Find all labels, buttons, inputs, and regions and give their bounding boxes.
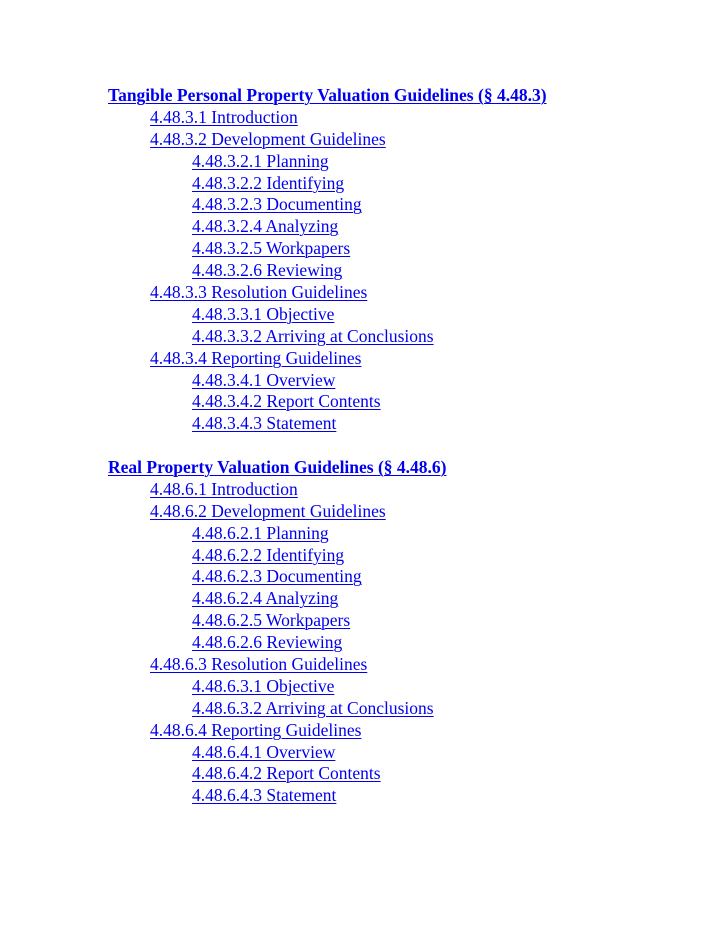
toc-link[interactable]: 4.48.6.2.6 Reviewing xyxy=(192,632,343,653)
toc-entry xyxy=(108,742,688,764)
toc-link[interactable]: 4.48.6.2.2 Identifying xyxy=(192,544,345,565)
toc-link[interactable]: 4.48.3.1 Introduction xyxy=(150,106,298,127)
toc-entry xyxy=(108,479,688,501)
toc-heading xyxy=(108,85,688,107)
toc-heading xyxy=(108,457,688,479)
toc-entry xyxy=(108,632,688,654)
toc-entry xyxy=(108,194,688,216)
toc-entry xyxy=(108,501,688,523)
toc-link[interactable]: 4.48.3.2.1 Planning xyxy=(192,150,329,171)
toc-entry xyxy=(108,282,688,304)
toc-entry xyxy=(108,391,688,413)
toc-section-tangible-personal-property xyxy=(108,85,688,435)
toc-link[interactable]: 4.48.3.2.4 Analyzing xyxy=(192,216,339,237)
toc-link[interactable]: 4.48.3.3 Resolution Guidelines xyxy=(150,282,368,303)
toc-link[interactable]: 4.48.6.4 Reporting Guidelines xyxy=(150,719,362,740)
toc-entry xyxy=(108,107,688,129)
toc-entry xyxy=(108,698,688,720)
toc-entry xyxy=(108,260,688,282)
toc-link[interactable]: 4.48.3.2.6 Reviewing xyxy=(192,260,343,281)
toc-entry xyxy=(108,304,688,326)
toc-link[interactable]: 4.48.3.4.1 Overview xyxy=(192,369,336,390)
toc-heading-link[interactable]: Tangible Personal Property Valuation Guidelines (§ 4.48.3) xyxy=(108,85,547,105)
toc-heading-link[interactable]: Real Property Valuation Guidelines (§ 4.48.6) xyxy=(108,457,447,477)
toc-entry xyxy=(108,588,688,610)
toc-link[interactable]: 4.48.3.3.1 Objective xyxy=(192,303,335,324)
toc-entry xyxy=(108,413,688,435)
toc-link[interactable]: 4.48.3.2 Development Guidelines xyxy=(150,128,386,149)
toc-link[interactable]: 4.48.6.4.1 Overview xyxy=(192,741,336,762)
toc-link[interactable]: 4.48.6.2.5 Workpapers xyxy=(192,610,351,631)
toc-link[interactable]: 4.48.6.4.2 Report Contents xyxy=(192,763,381,784)
toc-entry xyxy=(108,238,688,260)
toc-link[interactable]: 4.48.6.2.4 Analyzing xyxy=(192,588,339,609)
toc-entry xyxy=(108,151,688,173)
toc-entry xyxy=(108,545,688,567)
toc-entry xyxy=(108,763,688,785)
toc-link[interactable]: 4.48.6.3.1 Objective xyxy=(192,675,335,696)
toc-entry xyxy=(108,523,688,545)
toc-section-real-property xyxy=(108,457,688,807)
toc-link[interactable]: 4.48.3.4.3 Statement xyxy=(192,413,337,434)
toc-entry xyxy=(108,370,688,392)
toc-link[interactable]: 4.48.3.3.2 Arriving at Conclusions xyxy=(192,325,434,346)
toc-entry xyxy=(108,216,688,238)
toc-entry xyxy=(108,610,688,632)
toc-entry xyxy=(108,173,688,195)
toc-entry xyxy=(108,676,688,698)
toc-link[interactable]: 4.48.3.4.2 Report Contents xyxy=(192,391,381,412)
toc-entry xyxy=(108,785,688,807)
toc-link[interactable]: 4.48.3.2.2 Identifying xyxy=(192,172,345,193)
toc-link[interactable]: 4.48.6.2.1 Planning xyxy=(192,522,329,543)
toc-link[interactable]: 4.48.6.2 Development Guidelines xyxy=(150,500,386,521)
toc-entry xyxy=(108,348,688,370)
toc-link[interactable]: 4.48.6.4.3 Statement xyxy=(192,785,337,806)
toc-link[interactable]: 4.48.3.2.5 Workpapers xyxy=(192,238,351,259)
toc-entry xyxy=(108,720,688,742)
toc-link[interactable]: 4.48.3.4 Reporting Guidelines xyxy=(150,347,362,368)
toc-link[interactable]: 4.48.6.3.2 Arriving at Conclusions xyxy=(192,697,434,718)
toc-link[interactable]: 4.48.6.3 Resolution Guidelines xyxy=(150,654,368,675)
toc-link[interactable]: 4.48.3.2.3 Documenting xyxy=(192,194,362,215)
toc-entry xyxy=(108,654,688,676)
toc-link[interactable]: 4.48.6.2.3 Documenting xyxy=(192,566,362,587)
toc-entry xyxy=(108,566,688,588)
toc-entry xyxy=(108,326,688,348)
toc-entry xyxy=(108,129,688,151)
toc-link[interactable]: 4.48.6.1 Introduction xyxy=(150,478,298,499)
